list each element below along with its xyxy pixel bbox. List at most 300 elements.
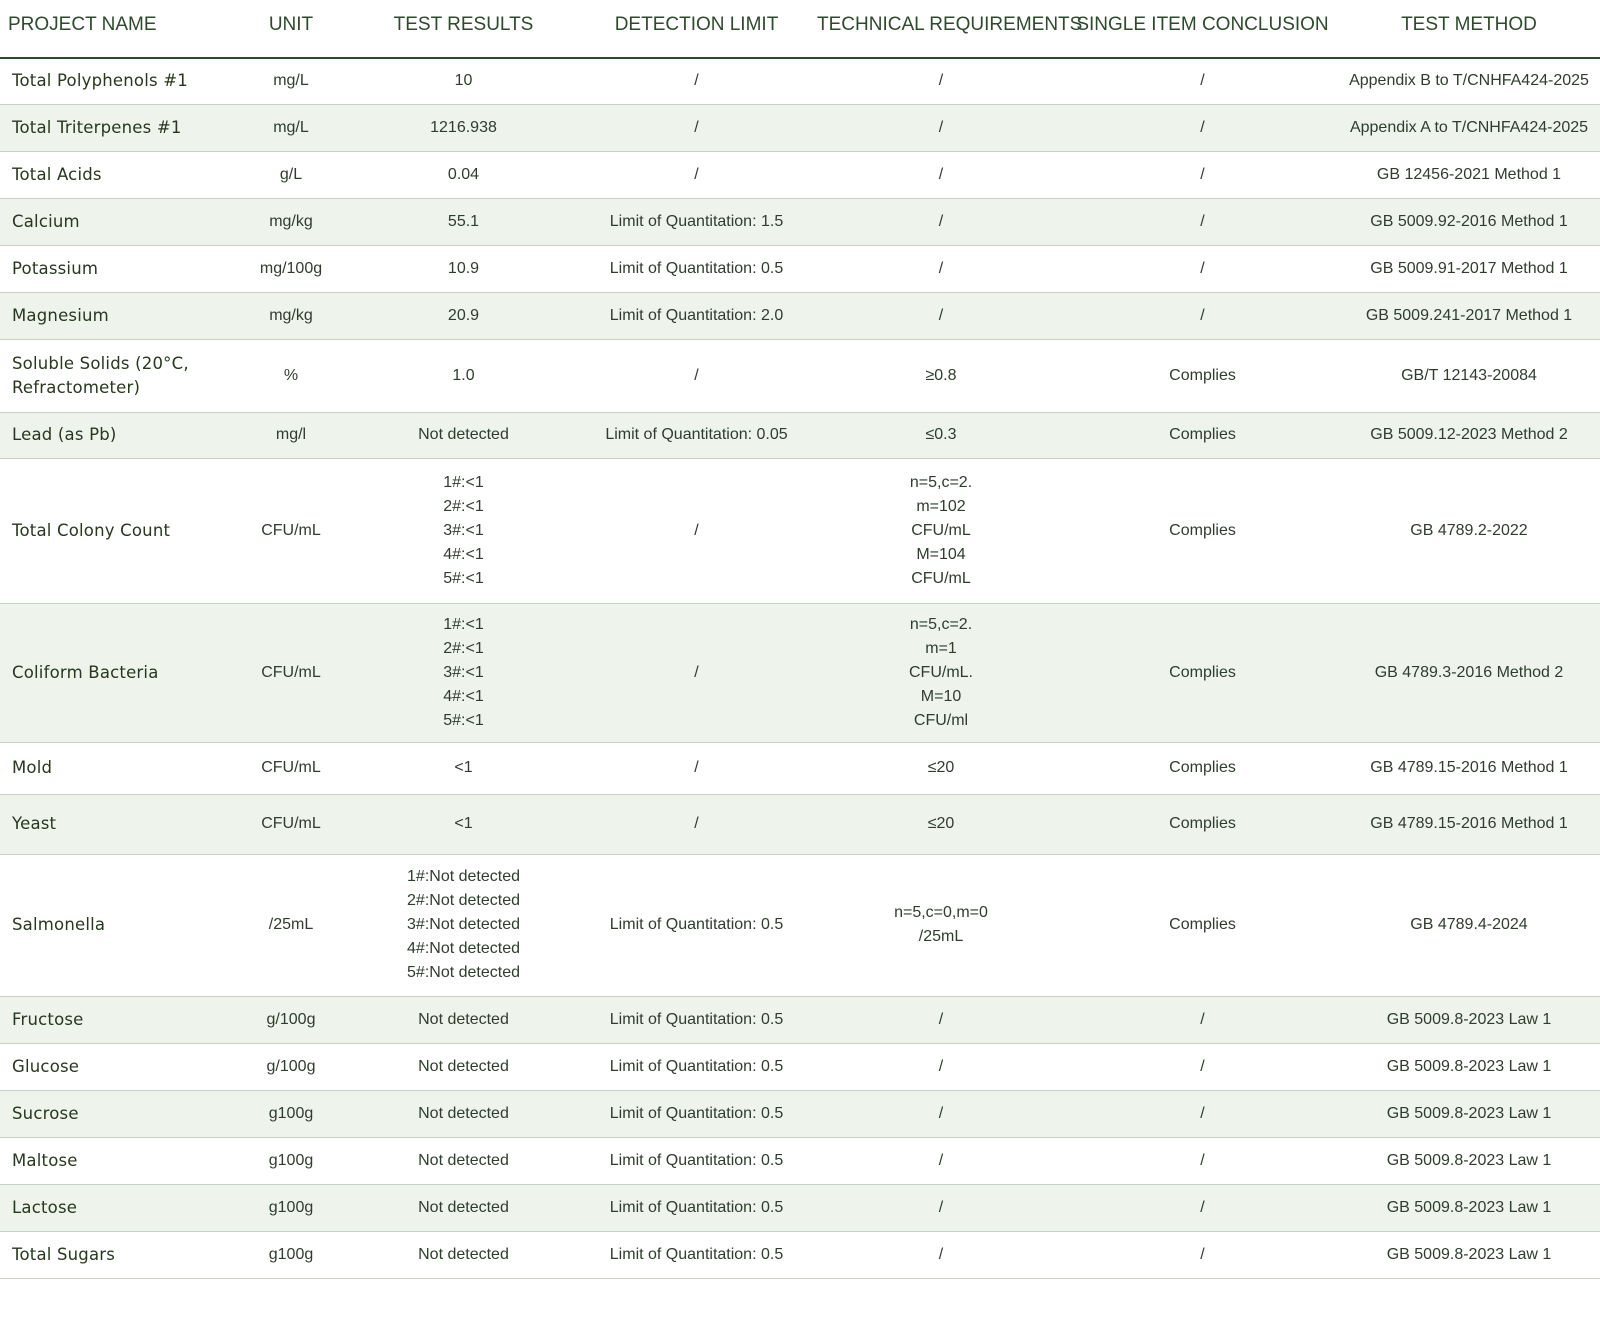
project-name-line: Maltose bbox=[12, 1150, 78, 1170]
project-name-cell bbox=[0, 996, 233, 1043]
test-result-line: Not detected bbox=[418, 1057, 509, 1075]
header-technical-requirements: TECHNICAL REQUIREMENTS bbox=[815, 0, 1067, 58]
technical-requirement-cell bbox=[815, 854, 1067, 996]
unit-line: g100g bbox=[268, 1245, 314, 1263]
conclusion-line: Complies bbox=[1169, 366, 1236, 384]
unit-line: mg/kg bbox=[269, 212, 313, 230]
test-result-line: 1#:<1 bbox=[443, 473, 484, 491]
table-row bbox=[0, 412, 1600, 458]
technical-requirement-line: /25mL bbox=[918, 928, 964, 945]
conclusion-line: / bbox=[1200, 165, 1205, 183]
table-row bbox=[0, 794, 1600, 854]
test-result-line: 1#:<1 bbox=[443, 615, 484, 633]
test-method-cell bbox=[1338, 458, 1600, 603]
project-name-cell bbox=[0, 794, 233, 854]
detection-limit-line: / bbox=[694, 366, 699, 384]
header-project-name: PROJECT NAME bbox=[0, 0, 233, 58]
test-result-cell bbox=[349, 458, 578, 603]
technical-requirement-cell bbox=[815, 412, 1067, 458]
conclusion-line: / bbox=[1200, 118, 1205, 136]
unit-line: % bbox=[283, 366, 299, 384]
test-result-cell bbox=[349, 339, 578, 412]
project-name-cell bbox=[0, 292, 233, 339]
test-method-cell bbox=[1338, 1090, 1600, 1137]
technical-requirement-line: n=5,c=2. bbox=[909, 615, 973, 633]
test-result-line: <1 bbox=[454, 815, 473, 832]
unit-cell bbox=[233, 742, 349, 794]
technical-requirement-line: ≤20 bbox=[927, 759, 955, 776]
test-result-line: 1.0 bbox=[452, 366, 475, 384]
project-name-line: Total Acids bbox=[12, 164, 102, 184]
unit-cell bbox=[233, 1184, 349, 1231]
header-single-item-conclusion: SINGLE ITEM CONCLUSION bbox=[1067, 0, 1338, 58]
unit-line: mg/l bbox=[275, 426, 307, 443]
project-name-cell bbox=[0, 854, 233, 996]
technical-requirement-cell bbox=[815, 1043, 1067, 1090]
project-name-line: Yeast bbox=[12, 814, 57, 833]
unit-cell bbox=[233, 151, 349, 198]
technical-requirement-line: / bbox=[938, 118, 944, 136]
unit-cell bbox=[233, 794, 349, 854]
test-method-line: GB 5009.91-2017 Method 1 bbox=[1370, 259, 1568, 277]
technical-requirement-line: ≤20 bbox=[927, 815, 955, 832]
test-result-cell bbox=[349, 292, 578, 339]
detection-limit-line: Limit of Quantitation: 0.5 bbox=[609, 1245, 784, 1263]
test-method-line: GB/T 12143-20084 bbox=[1401, 366, 1537, 384]
technical-requirement-cell bbox=[815, 1090, 1067, 1137]
test-result-line: 4#:<1 bbox=[443, 545, 484, 563]
unit-line: mg/100g bbox=[259, 259, 323, 277]
test-result-line: Not detected bbox=[418, 426, 509, 443]
table-body bbox=[0, 58, 1600, 1278]
detection-limit-cell bbox=[578, 198, 815, 245]
detection-limit-line: Limit of Quantitation: 0.5 bbox=[609, 916, 784, 933]
unit-cell bbox=[233, 603, 349, 742]
technical-requirement-line: ≤0.3 bbox=[925, 426, 957, 443]
project-name-cell bbox=[0, 1231, 233, 1278]
test-method-cell bbox=[1338, 794, 1600, 854]
test-method-cell bbox=[1338, 996, 1600, 1043]
header-test-results: TEST RESULTS bbox=[349, 0, 578, 58]
test-method-cell bbox=[1338, 1184, 1600, 1231]
unit-line: g100g bbox=[268, 1104, 314, 1122]
technical-requirement-line: / bbox=[938, 1057, 944, 1075]
conclusion-line: Complies bbox=[1169, 916, 1236, 933]
conclusion-cell bbox=[1067, 151, 1338, 198]
conclusion-cell bbox=[1067, 458, 1338, 603]
test-result-line: 10.9 bbox=[447, 259, 480, 277]
test-result-cell bbox=[349, 794, 578, 854]
table-row bbox=[0, 198, 1600, 245]
technical-requirement-line: / bbox=[938, 259, 944, 277]
table-row bbox=[0, 151, 1600, 198]
project-name-line: Sucrose bbox=[12, 1103, 79, 1123]
test-result-line: 2#:<1 bbox=[443, 497, 484, 515]
conclusion-cell bbox=[1067, 412, 1338, 458]
test-method-cell bbox=[1338, 339, 1600, 412]
detection-limit-cell bbox=[578, 412, 815, 458]
technical-requirement-cell bbox=[815, 603, 1067, 742]
unit-line: CFU/mL bbox=[261, 815, 321, 832]
unit-cell bbox=[233, 996, 349, 1043]
unit-cell bbox=[233, 292, 349, 339]
unit-line: /25mL bbox=[268, 916, 314, 933]
detection-limit-cell bbox=[578, 1137, 815, 1184]
technical-requirement-line: / bbox=[938, 212, 944, 230]
header-unit: UNIT bbox=[233, 0, 349, 58]
project-name-line: Total Triterpenes #1 bbox=[12, 117, 182, 137]
project-name-cell bbox=[0, 104, 233, 151]
project-name-cell bbox=[0, 1090, 233, 1137]
conclusion-cell bbox=[1067, 198, 1338, 245]
technical-requirement-line: / bbox=[938, 1104, 944, 1122]
test-result-line: 3#:<1 bbox=[443, 521, 484, 539]
unit-cell bbox=[233, 58, 349, 104]
detection-limit-cell bbox=[578, 854, 815, 996]
detection-limit-line: Limit of Quantitation: 1.5 bbox=[609, 212, 784, 230]
conclusion-cell bbox=[1067, 603, 1338, 742]
technical-requirement-cell bbox=[815, 198, 1067, 245]
test-result-line: Not detected bbox=[418, 1198, 509, 1216]
test-result-cell bbox=[349, 198, 578, 245]
table-row bbox=[0, 245, 1600, 292]
test-result-cell bbox=[349, 1137, 578, 1184]
unit-line: g/100g bbox=[266, 1057, 316, 1075]
conclusion-cell bbox=[1067, 854, 1338, 996]
detection-limit-line: Limit of Quantitation: 0.5 bbox=[609, 1010, 784, 1028]
project-name-line: Salmonella bbox=[12, 915, 106, 934]
unit-cell bbox=[233, 1137, 349, 1184]
project-name-line: Mold bbox=[12, 758, 53, 777]
technical-requirement-line: n=5,c=2. bbox=[909, 473, 973, 491]
technical-requirement-cell bbox=[815, 104, 1067, 151]
technical-requirement-line: CFU/mL bbox=[911, 521, 971, 539]
detection-limit-line: Limit of Quantitation: 0.5 bbox=[609, 1104, 784, 1122]
unit-line: g/L bbox=[279, 165, 303, 183]
test-result-line: 10 bbox=[454, 72, 473, 90]
header-detection-limit: DETECTION LIMIT bbox=[578, 0, 815, 58]
table-row bbox=[0, 1137, 1600, 1184]
technical-requirement-cell bbox=[815, 1184, 1067, 1231]
detection-limit-line: Limit of Quantitation: 0.5 bbox=[609, 1151, 784, 1169]
conclusion-cell bbox=[1067, 742, 1338, 794]
table-row bbox=[0, 292, 1600, 339]
unit-line: mg/L bbox=[273, 72, 309, 90]
test-result-cell bbox=[349, 1184, 578, 1231]
project-name-line: Total Polyphenols #1 bbox=[12, 71, 188, 91]
test-result-cell bbox=[349, 603, 578, 742]
project-name-cell bbox=[0, 412, 233, 458]
test-method-line: GB 4789.15-2016 Method 1 bbox=[1370, 815, 1568, 832]
unit-cell bbox=[233, 245, 349, 292]
table-row bbox=[0, 458, 1600, 603]
detection-limit-cell bbox=[578, 1090, 815, 1137]
test-result-line: 3#:Not detected bbox=[407, 916, 520, 933]
technical-requirement-cell bbox=[815, 151, 1067, 198]
project-name-cell bbox=[0, 1137, 233, 1184]
technical-requirement-line: M=104 bbox=[916, 545, 966, 563]
unit-cell bbox=[233, 1043, 349, 1090]
test-result-cell bbox=[349, 245, 578, 292]
project-name-cell bbox=[0, 458, 233, 603]
test-result-line: Not detected bbox=[418, 1151, 509, 1169]
project-name-line: Magnesium bbox=[12, 305, 109, 325]
conclusion-line: / bbox=[1200, 212, 1205, 230]
test-method-line: GB 5009.8-2023 Law 1 bbox=[1386, 1057, 1552, 1075]
test-result-line: 20.9 bbox=[447, 306, 480, 324]
technical-requirement-cell bbox=[815, 58, 1067, 104]
project-name-line: Soluble Solids (20°C, bbox=[12, 353, 189, 373]
project-name-cell bbox=[0, 198, 233, 245]
test-result-line: 2#:Not detected bbox=[407, 892, 520, 909]
technical-requirement-line: CFU/ml bbox=[913, 711, 969, 729]
project-name-line: Potassium bbox=[12, 258, 99, 278]
project-name-line: Lactose bbox=[12, 1197, 78, 1217]
conclusion-line: / bbox=[1200, 1198, 1205, 1216]
conclusion-cell bbox=[1067, 104, 1338, 151]
technical-requirement-line: / bbox=[938, 1151, 944, 1169]
test-method-cell bbox=[1338, 245, 1600, 292]
technical-requirement-line: / bbox=[938, 1010, 944, 1028]
unit-cell bbox=[233, 198, 349, 245]
detection-limit-line: / bbox=[694, 663, 699, 681]
table-row bbox=[0, 996, 1600, 1043]
test-result-line: 5#:<1 bbox=[443, 711, 484, 729]
test-result-cell bbox=[349, 412, 578, 458]
project-name-line: Lead (as Pb) bbox=[12, 425, 117, 444]
test-method-cell bbox=[1338, 198, 1600, 245]
table-row bbox=[0, 58, 1600, 104]
test-result-line: Not detected bbox=[418, 1104, 509, 1122]
technical-requirement-cell bbox=[815, 996, 1067, 1043]
detection-limit-cell bbox=[578, 603, 815, 742]
test-method-line: Appendix B to T/CNHFA424-2025 bbox=[1349, 72, 1589, 90]
table-row bbox=[0, 854, 1600, 996]
detection-limit-cell bbox=[578, 1043, 815, 1090]
conclusion-line: / bbox=[1200, 72, 1205, 90]
test-result-cell bbox=[349, 996, 578, 1043]
table-row bbox=[0, 104, 1600, 151]
unit-line: CFU/mL bbox=[261, 521, 321, 539]
conclusion-line: / bbox=[1200, 1245, 1205, 1263]
test-method-cell bbox=[1338, 104, 1600, 151]
technical-requirement-cell bbox=[815, 339, 1067, 412]
project-name-cell bbox=[0, 339, 233, 412]
test-method-cell bbox=[1338, 58, 1600, 104]
table-row bbox=[0, 1184, 1600, 1231]
test-method-cell bbox=[1338, 742, 1600, 794]
test-method-line: GB 5009.8-2023 Law 1 bbox=[1386, 1151, 1552, 1169]
test-method-cell bbox=[1338, 151, 1600, 198]
detection-limit-cell bbox=[578, 996, 815, 1043]
technical-requirement-line: n=5,c=0,m=0 bbox=[894, 904, 988, 921]
unit-cell bbox=[233, 339, 349, 412]
technical-requirement-line: / bbox=[938, 1245, 944, 1263]
project-name-line: Calcium bbox=[12, 211, 80, 231]
conclusion-line: / bbox=[1200, 259, 1205, 277]
table-row bbox=[0, 1090, 1600, 1137]
test-method-line: GB 5009.8-2023 Law 1 bbox=[1386, 1198, 1552, 1216]
test-result-line: <1 bbox=[454, 759, 473, 776]
unit-cell bbox=[233, 104, 349, 151]
detection-limit-line: Limit of Quantitation: 0.5 bbox=[609, 1057, 784, 1075]
test-result-cell bbox=[349, 58, 578, 104]
detection-limit-line: Limit of Quantitation: 0.05 bbox=[605, 426, 788, 443]
test-result-cell bbox=[349, 1231, 578, 1278]
table-row bbox=[0, 742, 1600, 794]
test-result-line: 3#:<1 bbox=[443, 663, 484, 681]
project-name-cell bbox=[0, 245, 233, 292]
test-result-cell bbox=[349, 104, 578, 151]
technical-requirement-cell bbox=[815, 245, 1067, 292]
technical-requirement-cell bbox=[815, 458, 1067, 603]
conclusion-line: Complies bbox=[1169, 815, 1236, 832]
detection-limit-line: / bbox=[694, 72, 699, 90]
header-test-method: TEST METHOD bbox=[1338, 0, 1600, 58]
detection-limit-line: Limit of Quantitation: 2.0 bbox=[609, 306, 784, 324]
unit-line: mg/kg bbox=[269, 306, 313, 324]
technical-requirement-cell bbox=[815, 1137, 1067, 1184]
test-method-line: GB 12456-2021 Method 1 bbox=[1376, 165, 1562, 183]
conclusion-line: / bbox=[1200, 1057, 1205, 1075]
test-result-line: 5#:Not detected bbox=[407, 964, 520, 981]
table-row bbox=[0, 603, 1600, 742]
technical-requirement-cell bbox=[815, 794, 1067, 854]
test-method-line: GB 5009.241-2017 Method 1 bbox=[1365, 306, 1573, 324]
test-method-cell bbox=[1338, 412, 1600, 458]
conclusion-cell bbox=[1067, 292, 1338, 339]
conclusion-cell bbox=[1067, 794, 1338, 854]
detection-limit-cell bbox=[578, 742, 815, 794]
unit-cell bbox=[233, 458, 349, 603]
table-row bbox=[0, 1043, 1600, 1090]
test-result-line: 2#:<1 bbox=[443, 639, 484, 657]
conclusion-cell bbox=[1067, 1184, 1338, 1231]
project-name-cell bbox=[0, 58, 233, 104]
conclusion-line: / bbox=[1200, 1151, 1205, 1169]
technical-requirement-line: / bbox=[938, 1198, 944, 1216]
test-result-line: 55.1 bbox=[447, 212, 480, 230]
test-result-line: 1#:Not detected bbox=[407, 868, 520, 885]
technical-requirement-line: CFU/mL bbox=[911, 569, 971, 587]
test-method-cell bbox=[1338, 854, 1600, 996]
conclusion-cell bbox=[1067, 58, 1338, 104]
unit-line: g100g bbox=[268, 1151, 314, 1169]
unit-line: CFU/mL bbox=[261, 759, 321, 776]
test-result-line: 4#:<1 bbox=[443, 687, 484, 705]
unit-line: CFU/mL bbox=[261, 663, 321, 681]
test-result-cell bbox=[349, 1090, 578, 1137]
unit-line: g100g bbox=[268, 1198, 314, 1216]
conclusion-line: Complies bbox=[1169, 426, 1236, 443]
unit-line: mg/L bbox=[273, 118, 309, 136]
technical-requirement-line: / bbox=[938, 165, 944, 183]
conclusion-cell bbox=[1067, 245, 1338, 292]
detection-limit-cell bbox=[578, 1184, 815, 1231]
technical-requirement-line: ≥0.8 bbox=[925, 366, 957, 384]
test-method-line: Appendix A to T/CNHFA424-2025 bbox=[1349, 118, 1589, 136]
detection-limit-cell bbox=[578, 339, 815, 412]
detection-limit-line: / bbox=[694, 118, 699, 136]
conclusion-cell bbox=[1067, 339, 1338, 412]
detection-limit-cell bbox=[578, 104, 815, 151]
test-result-cell bbox=[349, 151, 578, 198]
detection-limit-cell bbox=[578, 245, 815, 292]
test-method-line: GB 4789.4-2024 bbox=[1410, 916, 1528, 933]
test-result-line: 0.04 bbox=[447, 165, 480, 183]
test-method-line: GB 4789.2-2022 bbox=[1410, 521, 1528, 539]
detection-limit-cell bbox=[578, 292, 815, 339]
conclusion-line: / bbox=[1200, 306, 1205, 324]
project-name-line: Total Sugars bbox=[12, 1244, 116, 1264]
test-method-line: GB 5009.8-2023 Law 1 bbox=[1386, 1010, 1552, 1028]
test-method-line: GB 4789.15-2016 Method 1 bbox=[1370, 759, 1568, 776]
detection-limit-cell bbox=[578, 1231, 815, 1278]
test-method-line: GB 5009.8-2023 Law 1 bbox=[1386, 1245, 1552, 1263]
conclusion-line: / bbox=[1200, 1104, 1205, 1122]
test-method-line: GB 5009.92-2016 Method 1 bbox=[1370, 212, 1568, 230]
test-method-line: GB 5009.12-2023 Method 2 bbox=[1370, 426, 1568, 443]
detection-limit-line: / bbox=[694, 759, 699, 776]
test-result-line: 1216.938 bbox=[430, 118, 497, 136]
test-method-cell bbox=[1338, 292, 1600, 339]
test-result-cell bbox=[349, 1043, 578, 1090]
detection-limit-line: Limit of Quantitation: 0.5 bbox=[609, 1198, 784, 1216]
project-name-line: Glucose bbox=[12, 1056, 80, 1076]
test-method-cell bbox=[1338, 603, 1600, 742]
project-name-cell bbox=[0, 742, 233, 794]
project-name-line: Total Colony Count bbox=[12, 520, 171, 540]
table-row bbox=[0, 339, 1600, 412]
project-name-line: Coliform Bacteria bbox=[12, 662, 159, 682]
conclusion-cell bbox=[1067, 1043, 1338, 1090]
test-result-line: 4#:Not detected bbox=[407, 940, 520, 957]
unit-cell bbox=[233, 1090, 349, 1137]
technical-requirement-cell bbox=[815, 742, 1067, 794]
project-name-line: Fructose bbox=[12, 1009, 84, 1029]
project-name-cell bbox=[0, 603, 233, 742]
test-result-line: Not detected bbox=[418, 1245, 509, 1263]
test-method-cell bbox=[1338, 1137, 1600, 1184]
table-row bbox=[0, 1231, 1600, 1278]
unit-cell bbox=[233, 412, 349, 458]
conclusion-line: / bbox=[1200, 1010, 1205, 1028]
test-method-cell bbox=[1338, 1043, 1600, 1090]
technical-requirement-line: m=102 bbox=[916, 497, 966, 515]
project-name-cell bbox=[0, 151, 233, 198]
technical-requirement-cell bbox=[815, 1231, 1067, 1278]
unit-cell bbox=[233, 1231, 349, 1278]
technical-requirement-line: / bbox=[938, 72, 944, 90]
table-header bbox=[0, 0, 1600, 58]
conclusion-line: Complies bbox=[1169, 663, 1236, 681]
header-row bbox=[0, 0, 1600, 58]
project-name-cell bbox=[0, 1184, 233, 1231]
project-name-line: Refractometer) bbox=[12, 377, 141, 397]
test-result-line: Not detected bbox=[418, 1010, 509, 1028]
unit-line: g/100g bbox=[266, 1010, 316, 1028]
test-method-cell bbox=[1338, 1231, 1600, 1278]
detection-limit-cell bbox=[578, 151, 815, 198]
test-method-line: GB 5009.8-2023 Law 1 bbox=[1386, 1104, 1552, 1122]
conclusion-line: Complies bbox=[1169, 521, 1236, 539]
technical-requirement-line: / bbox=[938, 306, 944, 324]
test-method-line: GB 4789.3-2016 Method 2 bbox=[1374, 663, 1564, 681]
test-result-cell bbox=[349, 854, 578, 996]
detection-limit-line: Limit of Quantitation: 0.5 bbox=[609, 259, 784, 277]
detection-limit-line: / bbox=[694, 165, 699, 183]
technical-requirement-line: m=1 bbox=[925, 639, 957, 657]
